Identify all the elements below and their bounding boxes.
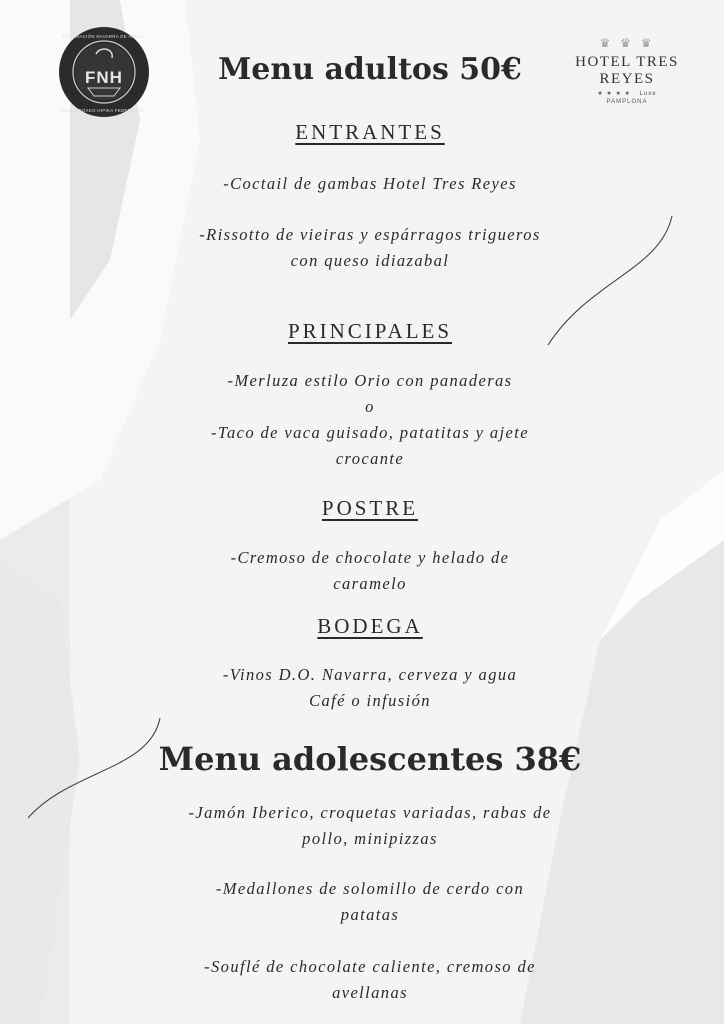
teen-menu-title: Menu adolescentes 38€ [158,740,582,778]
logo-ring-top: FEDERACIÓN NAVARRA DE HIPICA [63,34,145,39]
menu-item: -Coctail de gambas Hotel Tres Reyes [223,174,517,193]
section-postre: POSTRE [321,496,419,520]
menu-item: avellanas [332,983,408,1002]
crown-icon: ♛ ♛ ♛ [599,36,655,50]
hotel-city: PAMPLONA [606,99,648,105]
adult-menu-title: Menu adultos 50€ [218,52,522,87]
federation-logo [58,26,150,118]
menu-item: -Vinos D.O. Navarra, cerveza y agua [222,665,518,684]
section-entrantes: ENTRANTES [295,120,445,144]
menu-item: -Merluza estilo Orio con panaderas [227,371,513,390]
menu-item: -Medallones de solomillo de cerdo con [215,879,525,898]
menu-item: pollo, minipizzas [302,829,438,848]
menu-item: Café o infusión [309,691,431,710]
section-bodega: BODEGA [317,614,423,638]
hotel-stars: ★ ★ ★ ★ [597,91,631,97]
menu-item: con queso idiazabal [290,251,450,270]
hotel-luxe: Luxe [639,91,657,97]
menu-item: caramelo [333,574,407,593]
logo-ring-bottom: NAFARROAKO HIPIKA FEDERAZIOA [62,108,146,113]
menu-item: -Cremoso de chocolate y helado de [230,548,510,567]
menu-item: -Jamón Iberico, croquetas variadas, rabas de [188,803,552,822]
section-principales: PRINCIPALES [287,319,453,343]
menu-item: -Souflé de chocolate caliente, cremoso de [204,957,536,976]
menu-item: crocante [335,449,405,468]
hotel-name: HOTEL TRES REYES [575,54,679,87]
menu-item: -Rissotto de vieiras y espárragos trigueros [199,225,541,244]
logo-initials: FNH [85,68,123,87]
menu-item: -Taco de vaca guisado, patatitas y ajete [211,423,529,442]
menu-item-separator: o [365,397,375,416]
menu-item: patatas [340,905,400,924]
